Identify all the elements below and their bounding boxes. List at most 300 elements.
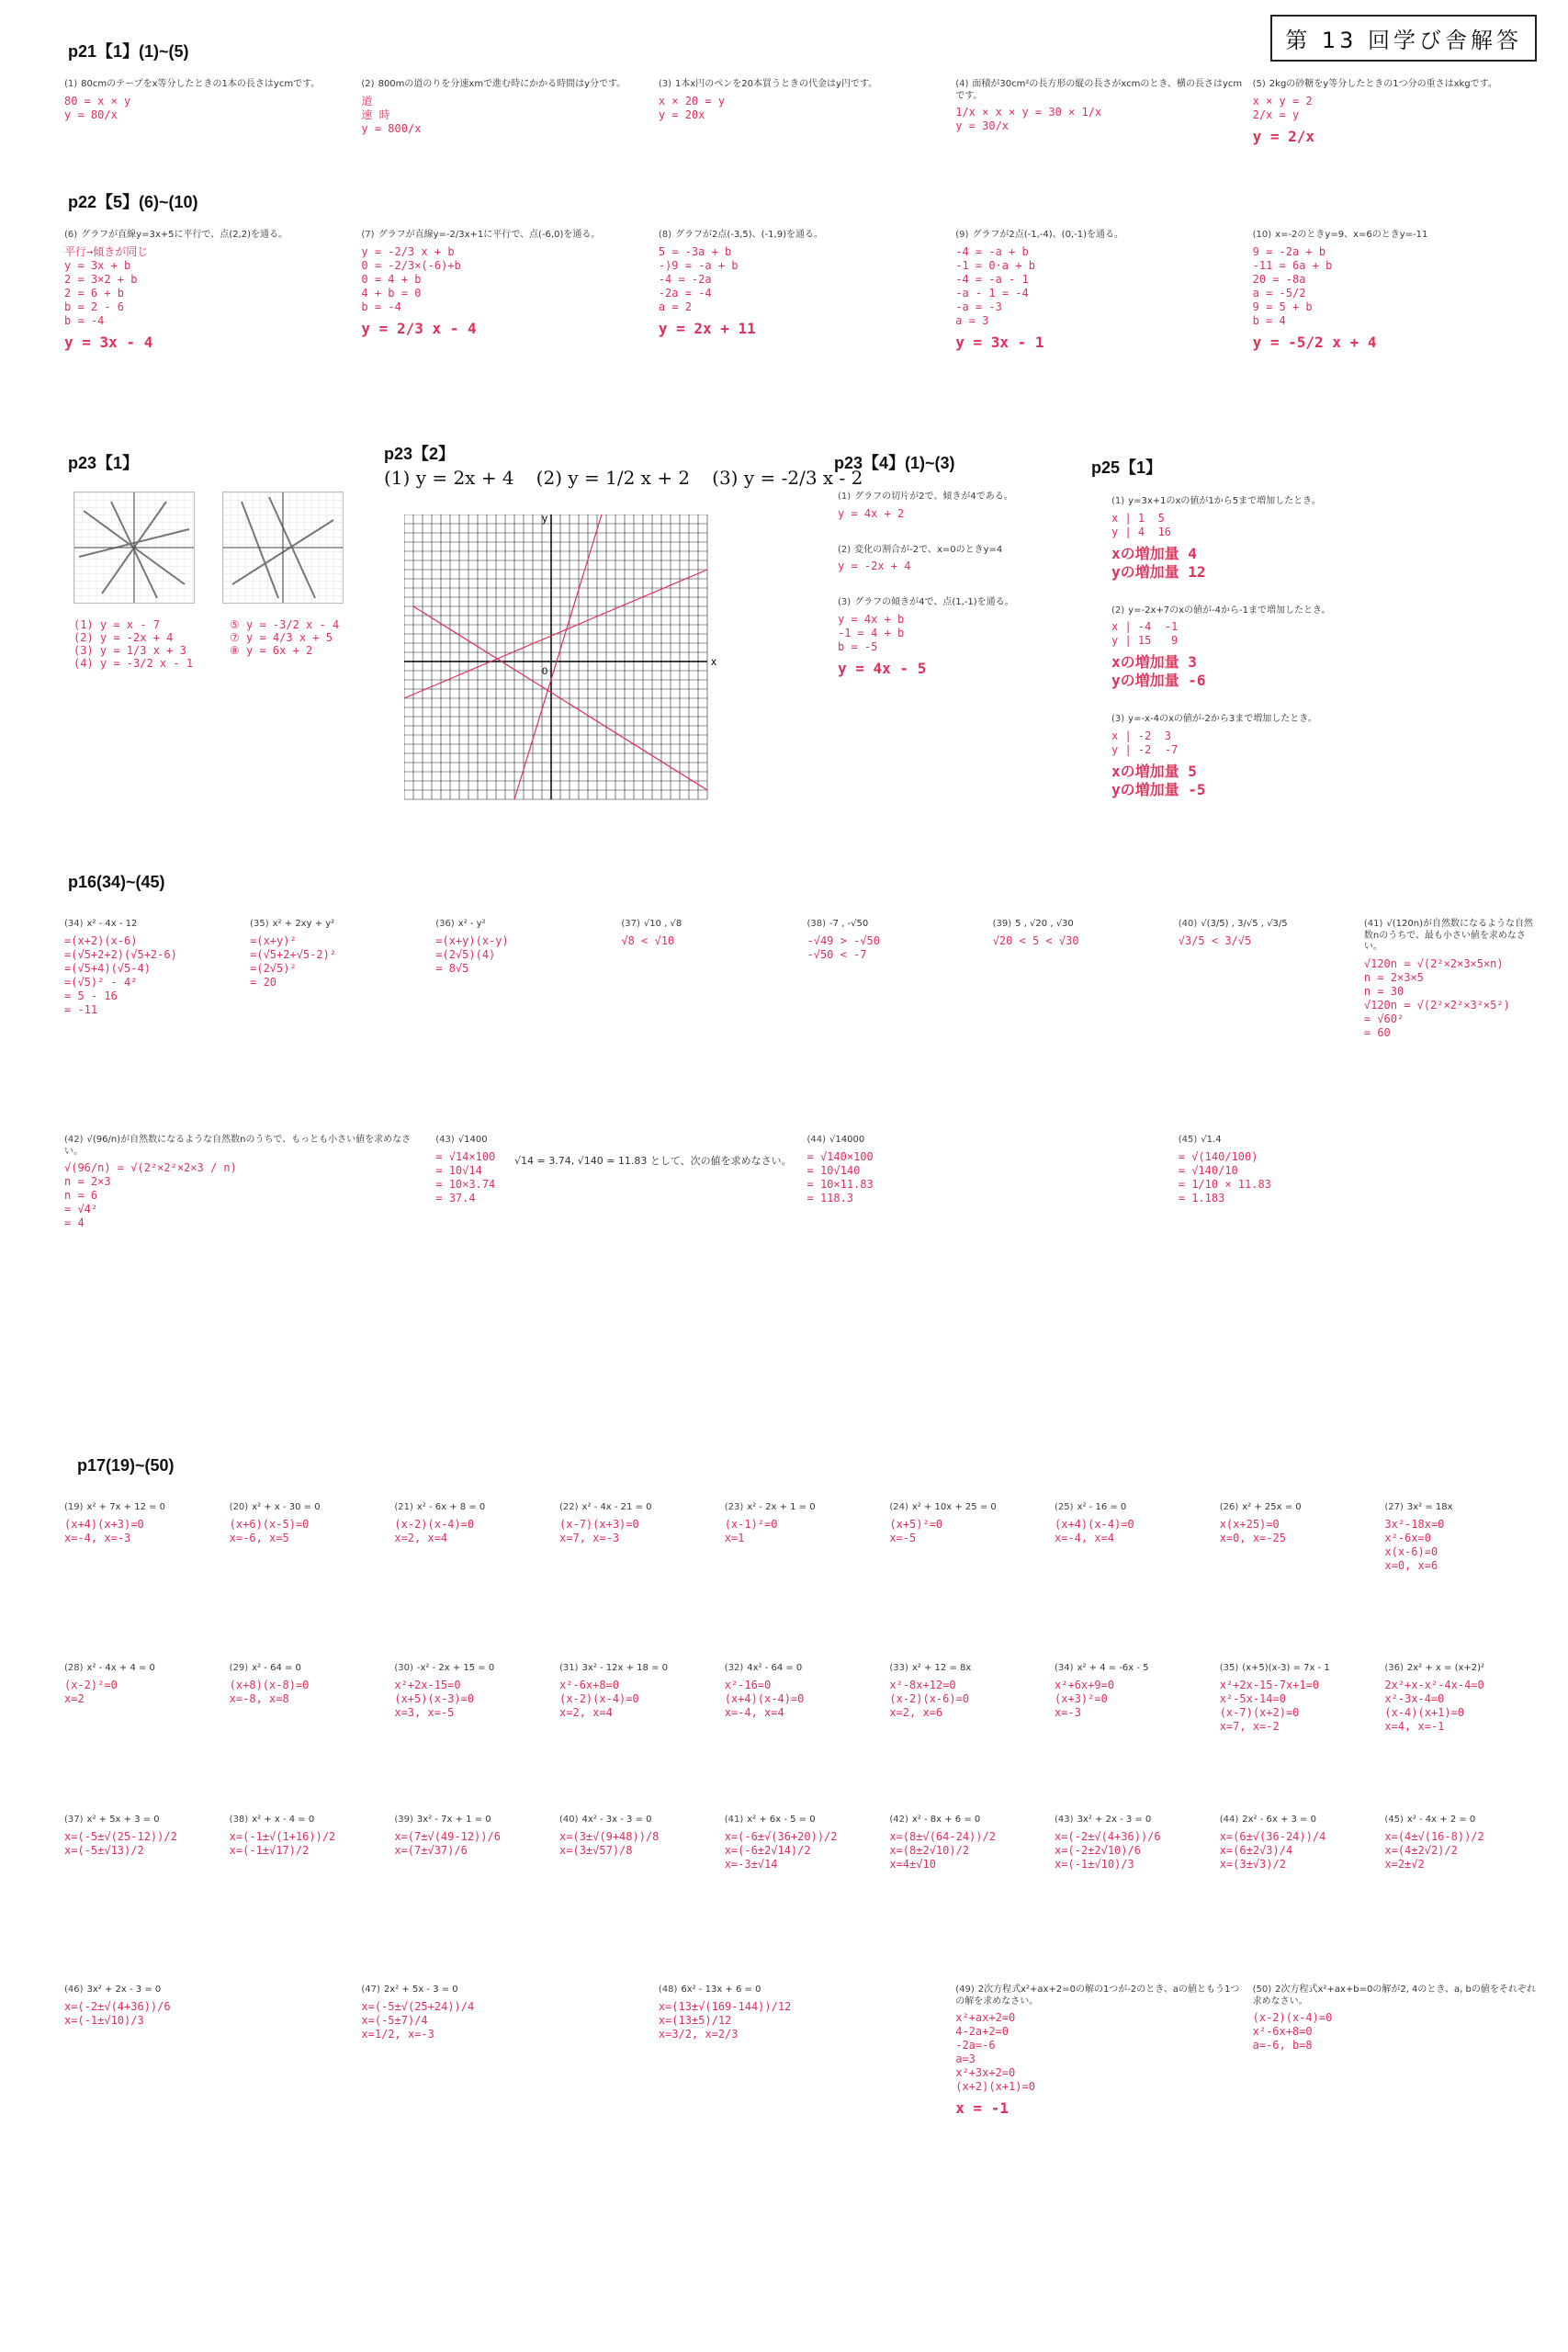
problem-solution: (x+6)(x-5)=0 x=-6, x=5 [229,1517,310,1544]
problem-text: √(96/n)が自然数になるような自然数nのうちで、もっとも小さい値を求めなさい。 [64,1135,412,1157]
coordinate-grid [404,514,726,808]
problem-answer: xの増加量 3 yの増加量 -6 [1111,653,1206,689]
problem-item [559,1663,716,1819]
problem-text: グラフの切片が2で、傾きが4である。 [854,492,1013,502]
section-label-p23-1: p23【1】 [68,454,140,472]
problem-solution: x=(-2±√(4+36))/6 x=(-1±√10)/3 [64,1999,171,2027]
problem-item [659,230,946,404]
problem-number: (49) [955,1984,975,1995]
problem-text: 4x² - 64 = 0 [747,1663,803,1673]
problem-number: (38) [229,1815,249,1825]
problem-question [659,230,946,242]
problem-number: (1) [1111,496,1125,506]
formula-3: (3) y = -2/3 x - 2 [712,467,863,489]
problem-solution: =(x+y)² =(√5+2+√5-2)² =(2√5)² = 20 [250,933,337,989]
problem-solution: =(x+2)(x-6) =(√5+2+2)(√5+2-6) =(√5+4)(√5-4) =(√5)² - 4² = 5 - 16 = -11 [64,933,177,1016]
p17-row-2 [64,1663,1540,1819]
problem-number: (24) [889,1502,908,1512]
problem-question [361,1984,649,1996]
problem-item [1111,496,1534,582]
problem-solution: y = -2/3 x + b 0 = -2/3×(-6)+b 0 = 4 + b 4 + b = 0 b = -4 [361,244,461,313]
problem-question [559,1815,716,1826]
problem-text: グラフが直線y=3x+5に平行で、点(2,2)を通る。 [81,230,288,240]
problem-item [889,1502,1045,1631]
problem-item [64,1502,220,1631]
problem-text: 2x² - 6x + 3 = 0 [1242,1815,1316,1825]
problem-number: (3) [658,79,671,89]
problem-answer: y = 3x - 1 [955,333,1044,351]
problem-answer: y = 2x + 11 [658,319,756,337]
problem-item [955,230,1243,404]
problem-question [361,230,649,242]
problem-solution: x=(-6±√(36+20))/2 x=(-6±2√14)/2 x=-3±√14 [724,1829,838,1871]
problem-answer: y = -5/2 x + 4 [1252,333,1377,351]
problem-number: (36) [435,919,455,929]
problem-item [435,1135,797,1410]
problem-solution: x | 1 5 y | 4 16 [1111,511,1172,538]
problem-solution: x | -4 -1 y | 15 9 [1111,620,1179,647]
problem-item [230,1502,386,1631]
problem-text: x² - 8x + 6 = 0 [911,1815,981,1825]
problem-text: x² - 64 = 0 [252,1663,301,1673]
problem-text: グラフが直線y=-2/3x+1に平行で、点(-6,0)を通る。 [378,230,601,240]
p23-1-left-answers [73,618,193,670]
problem-text: √1400 [457,1135,488,1145]
problem-solution: x=(3±√(9+48))/8 x=(3±√57)/8 [559,1829,660,1857]
section-label-p22: p22【5】(6)~(10) [68,193,198,211]
problem-number: (7) [361,230,375,240]
page-title: 第 13 回学び舎解答 [1270,15,1537,62]
problem-text: x² - 16 = 0 [1077,1502,1127,1512]
problem-question [889,1663,1045,1675]
problem-item [889,1815,1045,1989]
problem-number: (37) [64,1815,84,1825]
problem-solution: x²-16=0 (x+4)(x-4)=0 x=-4, x=4 [724,1678,805,1719]
p22-row [64,230,1540,404]
problem-number: (9) [955,230,969,240]
problem-text: y=-x-4のxの値が-2から3まで増加したとき。 [1128,714,1317,724]
problem-number: (31) [559,1663,579,1673]
problem-text: x² - 6x + 8 = 0 [416,1502,486,1512]
problem-text: √(3/5) , 3/√5 , √3/5 [1201,919,1288,929]
problem-solution: √120n = √(2²×2×3×5×n) n = 2×3×5 n = 30 √120n = √(2²×2²×3²×5²) = √60² = 60 [1363,956,1510,1039]
problem-question [1253,230,1540,242]
graph-answer: (4) y = -3/2 x - 1 [73,657,194,670]
problem-text: x² + 25x = 0 [1242,1502,1302,1512]
problem-question [1364,919,1540,954]
problem-number: (41) [1363,919,1383,929]
problem-text: 3x² - 12x + 18 = 0 [581,1663,669,1673]
problem-question [993,919,1169,931]
problem-solution: x=(7±√(49-12))/6 x=(7±√37)/6 [394,1829,501,1857]
problem-item [559,1502,716,1631]
problem-text: √(120n)が自然数になるような自然数nのうちで、最も小さい値を求めなさい。 [1363,919,1534,952]
graph-answer: ⑧ y = 6x + 2 [230,644,313,657]
problem-item [64,230,352,404]
problem-question [955,230,1243,242]
problem-item [955,79,1243,162]
problem-question [1179,1135,1540,1147]
problem-answer: y = 3x - 4 [64,333,153,351]
problem-item [1055,1502,1211,1631]
problem-number: (1) [64,79,78,89]
problem-solution: (x-2)(x-4)=0 x²-6x+8=0 a=-6, b=8 [1252,2011,1333,2052]
problem-number: (36) [1384,1663,1404,1673]
problem-item [435,919,612,1121]
graph-answer: ⑤ y = -3/2 x - 4 [230,618,340,631]
problem-text: √10 , √8 [643,919,682,929]
problem-solution: (x+4)(x-4)=0 x=-4, x=4 [1055,1517,1134,1544]
problem-solution: =(x+y)(x-y) =(2√5)(4) = 8√5 [435,933,509,975]
problem-item [394,1502,550,1631]
problem-item [725,1502,881,1631]
problem-answer: y = 4x - 5 [838,659,927,677]
problem-item [838,597,1077,678]
problem-answer: x = -1 [955,2099,1010,2117]
problem-question [1179,919,1355,931]
p16-row-2 [64,1135,1540,1410]
problem-question [230,1815,386,1826]
problem-solution: x²+2x-15-7x+1=0 x²-5x-14=0 (x-7)(x+2)=0 x=7, x=-2 [1219,1678,1320,1733]
problem-solution: x × 20 = y y = 20x [658,94,726,121]
problem-solution: x²+ax+2=0 4-2a+2=0 -2a=-6 a=3 x²+3x+2=0 (x+2)(x+1)=0 [955,2011,1035,2093]
problem-text: x² + 10x + 25 = 0 [911,1502,997,1512]
problem-solution: 3x²-18x=0 x²-6x=0 x(x-6)=0 x=0, x=6 [1384,1517,1445,1572]
mini-graph-right [222,492,344,604]
problem-solution: (x-2)²=0 x=2 [64,1678,118,1705]
problem-number: (42) [889,1815,908,1825]
problem-solution: x × y = 2 2/x = y [1252,94,1313,121]
problem-item [361,1984,649,2205]
section-label-p16: p16(34)~(45) [68,873,165,891]
problem-number: (2) [1111,605,1125,616]
problem-solution: x=(-2±√(4+36))/6 x=(-2±2√10)/6 x=(-1±√10)/3 [1055,1829,1161,1871]
problem-number: (41) [724,1815,744,1825]
problem-question [838,597,1077,609]
problem-number: (40) [1178,919,1198,929]
problem-solution: (x+8)(x-8)=0 x=-8, x=8 [229,1678,310,1705]
problem-question [725,1502,881,1514]
problem-item [838,545,1077,574]
problem-question [725,1663,881,1675]
problem-item [64,79,352,162]
problem-number: (35) [250,919,269,929]
problem-text: -x² - 2x + 15 = 0 [416,1663,495,1673]
problem-text: 変化の割合が-2で、x=0のときy=4 [854,544,1003,555]
problem-text: 6x² - 13x + 6 = 0 [681,1984,761,1995]
problem-item [64,1135,426,1410]
problem-item [1253,230,1540,404]
p23-2-formulas [384,467,863,489]
origin-label: 0 [542,666,548,677]
problem-solution: (x+4)(x+3)=0 x=-4, x=-3 [64,1517,144,1544]
problem-solution: √(96/n) = √(2²×2²×2×3 / n) n = 2×3 n = 6 = √4² = 4 [64,1161,237,1229]
p23-1-graphs [73,492,344,670]
problem-item [230,1663,386,1819]
problem-question [807,1135,1169,1147]
problem-number: (10) [1252,230,1272,240]
problem-question [1384,1502,1540,1514]
problem-text: (x+5)(x-3) = 7x - 1 [1242,1663,1330,1673]
problem-solution: = √14×100 = 10√14 = 10×3.74 = 37.4 [435,1149,496,1204]
problem-solution: 平行→傾きが同じ y = 3x + b 2 = 3×2 + b 2 = 6 + b b = 2 - 6 b = -4 [64,244,149,327]
problem-question [1253,79,1540,91]
problem-item [807,919,984,1121]
problem-number: (37) [621,919,640,929]
problem-item [559,1815,716,1989]
problem-text: 面積が30cm²の長方形の縦の長さがxcmのとき、横の長さはycmです。 [955,79,1243,101]
problem-text: x² + x - 4 = 0 [252,1815,315,1825]
problem-number: (50) [1252,1984,1272,1995]
problem-solution: √3/5 < 3/√5 [1178,933,1252,947]
problem-text: √1.4 [1201,1135,1222,1145]
problem-solution: (x-1)²=0 x=1 [724,1517,778,1544]
problem-item [1384,1815,1540,1989]
formula-1: (1) y = 2x + 4 [384,467,514,489]
problem-item [1055,1815,1211,1989]
problem-item [394,1815,550,1989]
problem-solution: = √140×100 = 10√140 = 10×11.83 = 118.3 [807,1149,874,1204]
problem-item [1220,1502,1376,1631]
problem-question [889,1815,1045,1826]
problem-answer: xの増加量 4 yの増加量 12 [1111,544,1206,581]
problem-number: (23) [724,1502,744,1512]
problem-solution: y = 4x + b -1 = 4 + b b = -5 [838,612,905,653]
problem-solution: -√49 > -√50 -√50 < -7 [807,933,880,961]
problem-number: (19) [64,1502,84,1512]
problem-text: x² - 4x - 21 = 0 [581,1502,652,1512]
problem-question [621,919,797,931]
mini-graph-right-lines [223,492,343,603]
problem-question [559,1502,716,1514]
problem-text: 3x² - 7x + 1 = 0 [416,1815,491,1825]
problem-question [1384,1663,1540,1675]
problem-number: (44) [1219,1815,1239,1825]
problem-number: (21) [394,1502,413,1512]
problem-question [1220,1502,1376,1514]
problem-answer: xの増加量 5 yの増加量 -5 [1111,762,1206,798]
problem-text: 3x² = 18x [1406,1502,1453,1512]
p23-1-right-answers [230,618,339,670]
problem-number: (43) [1055,1815,1074,1825]
problem-question [250,919,426,931]
problem-text: x=-2のときy=9、x=6のときy=-11 [1275,230,1428,240]
problem-item [889,1663,1045,1819]
problem-question [1220,1663,1376,1675]
problem-solution: x=(13±√(169-144))/12 x=(13±5)/12 x=3/2, x=2/3 [658,1999,792,2041]
problem-question [838,492,1077,503]
problem-item [1220,1815,1376,1989]
problem-question [838,545,1077,557]
problem-item [807,1135,1169,1410]
problem-number: (47) [361,1984,380,1995]
problem-question [889,1502,1045,1514]
problem-item [659,1984,946,2205]
problem-solution: x²-6x+8=0 (x-2)(x-4)=0 x=2, x=4 [559,1678,639,1719]
problem-item [993,919,1169,1121]
problem-question [955,1984,1243,2007]
problem-number: (40) [559,1815,579,1825]
problem-number: (1) [838,492,852,502]
problem-text: 3x² + 2x - 3 = 0 [86,1984,162,1995]
problem-text: x² + 4 = -6x - 5 [1077,1663,1149,1673]
problem-number: (3) [838,597,852,607]
problem-solution: (x-2)(x-4)=0 x=2, x=4 [394,1517,475,1544]
problem-question [1055,1663,1211,1675]
problem-item [64,1984,352,2205]
problem-question [725,1815,881,1826]
problem-item [1384,1663,1540,1819]
problem-item [1253,79,1540,162]
problem-number: (27) [1384,1502,1404,1512]
problem-text: 2kgの砂糖をy等分したときの1つ分の重さはxkgです。 [1269,79,1497,89]
problem-question [394,1815,550,1826]
problem-solution: x=(-5±√(25-12))/2 x=(-5±√13)/2 [64,1829,177,1857]
problem-solution: -4 = -a + b -1 = 0·a + b -4 = -a - 1 -a - 1 = -4 -a = -3 a = 3 [955,244,1035,327]
problem-solution: x²+2x-15=0 (x+5)(x-3)=0 x=3, x=-5 [394,1678,475,1719]
problem-text: x² + 2xy + y² [272,919,335,929]
problem-solution: 5 = -3a + b -)9 = -a + b -4 = -2a -2a = -4 a = 2 [658,244,739,313]
problem-solution: x²+6x+9=0 (x+3)²=0 x=-3 [1055,1678,1115,1719]
problem-text: x² - 4x + 2 = 0 [1406,1815,1476,1825]
problem-text: グラフの傾きが4で、点(1,-1)を通る。 [854,597,1014,607]
coordinate-grid-svg [404,514,726,808]
graph-line-1 [514,514,602,799]
graph-answer: (2) y = -2x + 4 [73,631,174,644]
problem-item [1111,714,1534,799]
problem-text: 5 , √20 , √30 [1015,919,1074,929]
problem-text: x² - 4x + 4 = 0 [86,1663,155,1673]
problem-number: (2) [838,544,852,555]
y-axis-label: y [542,514,547,525]
problem-text: -7 , -√50 [829,919,869,929]
problem-question [64,919,241,931]
problem-number: (30) [394,1663,413,1673]
problem-question [1111,605,1534,617]
mini-graph-left-lines [74,492,194,603]
problem-number: (39) [992,919,1012,929]
problem-question [807,919,984,931]
problem-item [1253,1984,1540,2205]
problem-solution: √20 < 5 < √30 [992,933,1079,947]
problem-number: (45) [1384,1815,1404,1825]
problem-item [725,1663,881,1819]
problem-solution: (x+5)²=0 x=-5 [889,1517,943,1544]
section-label-p25: p25【1】 [1091,458,1163,477]
problem-item [1055,1663,1211,1819]
section-label-p21: p21【1】(1)~(5) [68,42,189,61]
problem-question [361,79,649,91]
problem-text: 2次方程式x²+ax+b=0の解が2, 4のとき、a, bの値をそれぞれ求めなさい。 [1252,1984,1536,2007]
problem-text: √14000 [829,1135,865,1145]
problem-number: (34) [1055,1663,1074,1673]
problem-question [435,919,612,931]
problem-solution: y = -2x + 4 [838,560,911,572]
problem-question [394,1663,550,1675]
problem-number: (48) [658,1984,678,1995]
problem-question [230,1502,386,1514]
problem-number: (8) [658,230,671,240]
problem-text: グラフが2点(-3,5)、(-1,9)を通る。 [674,230,823,240]
problem-question [230,1663,386,1675]
graph-answer: (3) y = 1/3 x + 3 [73,644,186,657]
problem-text: x² + x - 30 = 0 [252,1502,321,1512]
problem-item [659,79,946,162]
problem-solution: 9 = -2a + b -11 = 6a + b 20 = -8a a = -5/2 9 = 5 + b b = 4 [1252,244,1333,327]
problem-question [435,1135,797,1147]
problem-number: (45) [1178,1135,1198,1145]
problem-text: x² - 4x - 12 [86,919,138,929]
problem-solution: 2x²+x-x²-4x-4=0 x²-3x-4=0 (x-4)(x+1)=0 x=4, x=-1 [1384,1678,1484,1733]
problem-item [955,1984,1243,2205]
problem-item [64,1815,220,1989]
problem-number: (26) [1219,1502,1239,1512]
problem-text: 2次方程式x²+ax+2=0の解の1つが-2のとき、aの値ともう1つの解を求めなさい。 [955,1984,1240,2007]
section-label-p17: p17(19)~(50) [77,1456,175,1475]
problem-solution: 80 = x × y y = 80/x [64,94,131,121]
problem-solution: x=(8±√(64-24))/2 x=(8±2√10)/2 x=4±√10 [889,1829,996,1871]
problem-item [361,230,649,404]
problem-solution: 1/x × x × y = 30 × 1/x y = 30/x [955,106,1102,132]
problem-solution: x | -2 3 y | -2 -7 [1111,729,1179,756]
problem-solution: x=(-1±√(1+16))/2 x=(-1±√17)/2 [229,1829,336,1857]
problem-question [64,1135,426,1158]
problem-number: (29) [229,1663,249,1673]
p25-list [1111,496,1534,823]
problem-number: (33) [889,1663,908,1673]
p23-4-list [838,492,1077,702]
problem-question [64,1815,220,1826]
problem-solution: x=(-5±√(25+24))/4 x=(-5±7)/4 x=1/2, x=-3 [361,1999,475,2041]
problem-solution: x=(6±√(36-24))/4 x=(6±2√3)/4 x=(3±√3)/2 [1219,1829,1326,1871]
problem-solution: 道 速 時 y = 800/x [361,94,422,135]
problem-number: (22) [559,1502,579,1512]
problem-text: x² + 6x - 5 = 0 [747,1815,816,1825]
problem-number: (43) [435,1135,455,1145]
p17-row-3 [64,1815,1540,1989]
problem-text: 1本x円のペンを20本買うときの代金はy円です。 [674,79,878,89]
problem-text: グラフが2点(-1,-4)、(0,-1)を通る。 [972,230,1123,240]
problem-question [1111,714,1534,726]
problem-number: (32) [724,1663,744,1673]
graph-answer: ⑦ y = 4/3 x + 5 [230,631,333,644]
problem-question [394,1502,550,1514]
problem-number: (2) [361,79,375,89]
problem-text: 2x² + 5x - 3 = 0 [383,1984,458,1995]
p17-row-1 [64,1502,1540,1631]
problem-question [64,1502,220,1514]
problem-item [1111,605,1534,691]
problem-text: y=-2x+7のxの値が-4から-1まで増加したとき。 [1128,605,1331,616]
problem-number: (38) [807,919,827,929]
problem-question [955,79,1243,102]
problem-item [64,1663,220,1819]
problem-item [1220,1663,1376,1819]
problem-text: x² + 7x + 12 = 0 [86,1502,166,1512]
problem-number: (34) [64,919,84,929]
problem-text: x² - 2x + 1 = 0 [747,1502,816,1512]
problem-text: 800mの道のりを分速xmで進む時にかかる時間はy分です。 [378,79,626,89]
problem-question [659,79,946,91]
problem-solution: x²-8x+12=0 (x-2)(x-6)=0 x=2, x=6 [889,1678,970,1719]
problem-question [64,230,352,242]
mini-graph-left [73,492,195,604]
problem-question [1055,1815,1211,1826]
problem-number: (6) [64,230,78,240]
problem-text: 80cmのテープをx等分したときの1本の長さはycmです。 [81,79,321,89]
x-axis-label: x [711,655,716,668]
problem-number: (5) [1252,79,1266,89]
